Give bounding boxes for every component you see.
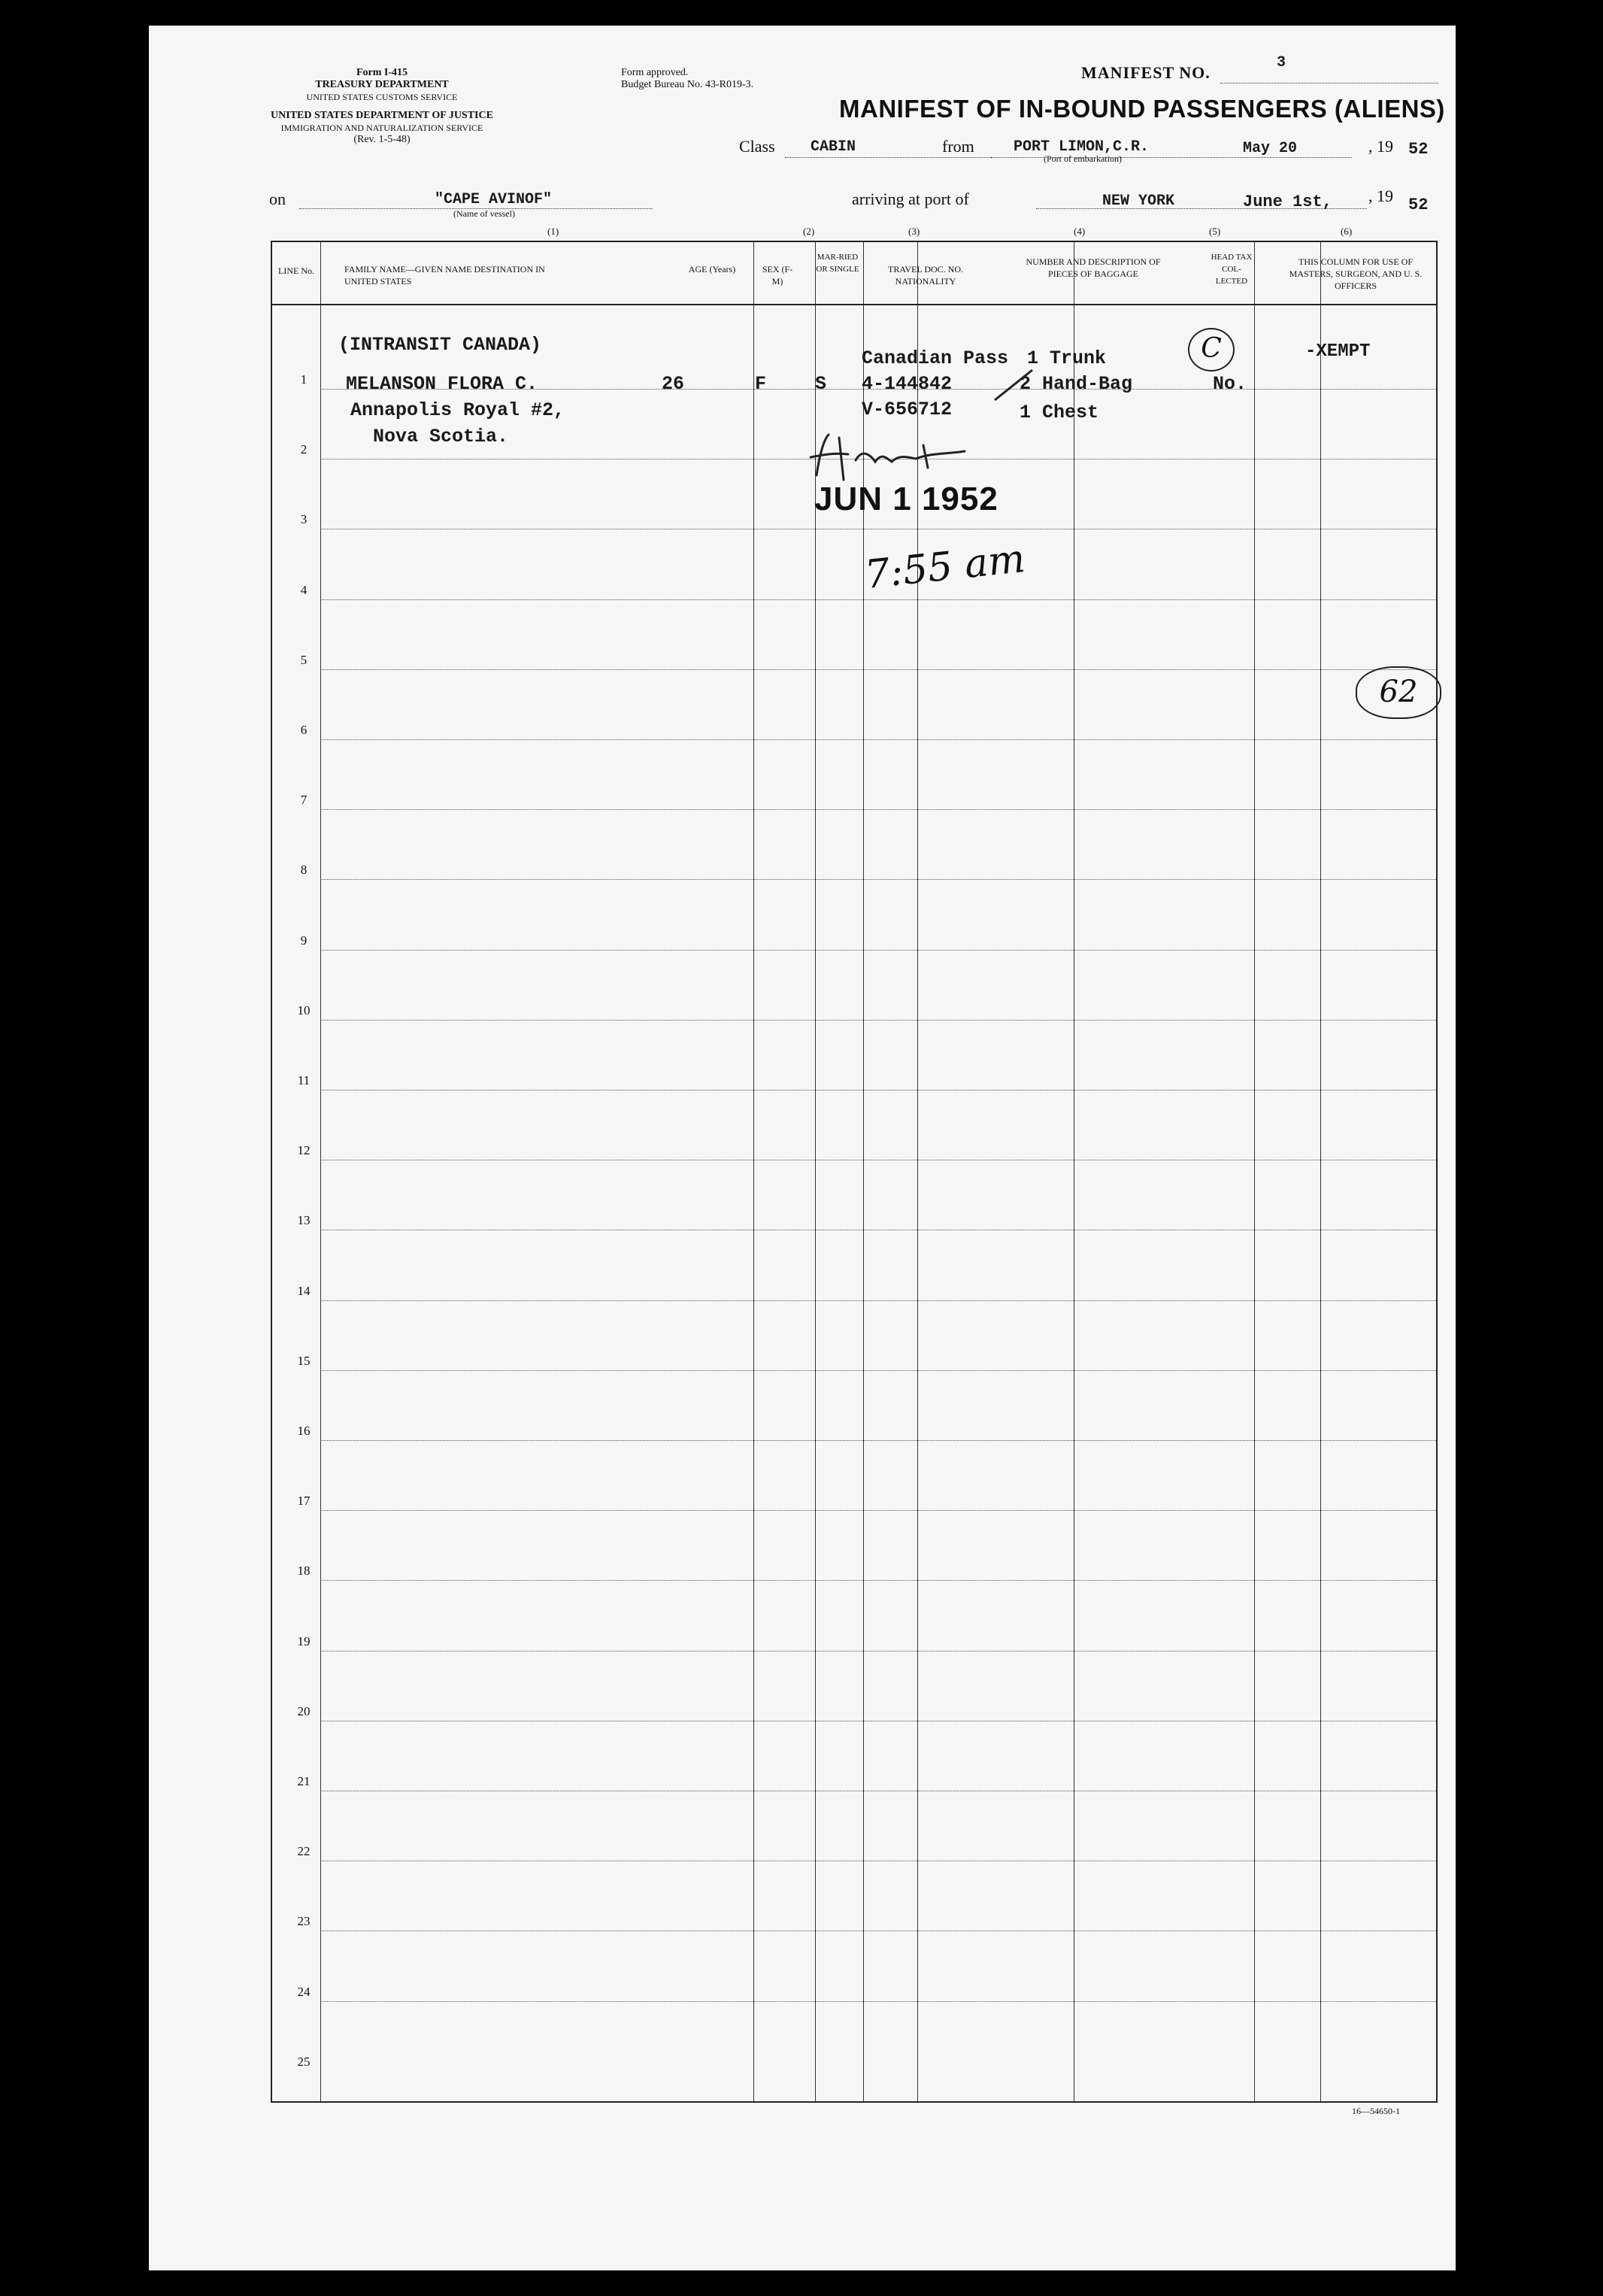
justice-block	[254, 110, 510, 146]
date-stamp: JUN 1 1952	[814, 481, 998, 517]
class-label: Class	[739, 137, 775, 156]
line-number: 2	[300, 442, 308, 456]
column-divider	[815, 242, 816, 2101]
header-travel-doc: TRAVEL DOC. NO. NATIONALITY	[887, 264, 963, 287]
line-number: 17	[297, 1494, 311, 1508]
travel-doc-3: V-656712	[862, 399, 953, 420]
row-divider	[320, 1510, 1436, 1511]
row-divider	[320, 879, 1436, 880]
vessel-value: "CAPE AVINOF"	[435, 191, 553, 208]
arrival-date: June 1st,	[1243, 193, 1332, 211]
column-divider	[1320, 242, 1321, 2101]
manifest-title: MANIFEST OF IN-BOUND PASSENGERS (ALIENS)	[839, 95, 1445, 123]
line-number: 12	[297, 1143, 311, 1157]
line-number: 20	[297, 1704, 311, 1718]
line-number: 19	[297, 1634, 311, 1648]
column-divider	[917, 242, 918, 2101]
line-number: 14	[297, 1284, 311, 1298]
line-number: 3	[300, 512, 308, 526]
column-number: (1)	[547, 226, 559, 237]
ins-label: IMMIGRATION AND NATURALIZATION SERVICE	[280, 123, 483, 133]
row-divider	[320, 809, 1436, 810]
baggage-1: 1 Trunk	[1027, 347, 1107, 369]
column-number: (3)	[908, 226, 920, 237]
departure-year: 52	[1408, 140, 1429, 159]
circled-number: 62	[1356, 666, 1441, 719]
passenger-address-1: Annapolis Royal #2,	[350, 399, 565, 421]
line-number: 24	[297, 1985, 311, 1999]
customs-label: UNITED STATES CUSTOMS SERVICE	[306, 92, 458, 102]
departure-date: May 20	[1243, 140, 1298, 157]
line-number: 13	[297, 1213, 311, 1227]
row-divider	[320, 950, 1436, 951]
header-sex: SEX (F-M)	[762, 264, 793, 287]
justice-label: UNITED STATES DEPARTMENT OF JUSTICE	[271, 110, 493, 121]
signature-scribble	[803, 432, 998, 484]
travel-doc-2: 4-144842	[862, 373, 953, 395]
from-value: PORT LIMON,C.R.	[1014, 138, 1150, 156]
passenger-age: 26	[662, 373, 685, 395]
transit-note: (INTRANSIT CANADA)	[338, 334, 542, 356]
line-number: 21	[297, 1774, 311, 1788]
line-number: 18	[297, 1564, 311, 1578]
treasury-label: TREASURY DEPARTMENT	[315, 79, 449, 90]
officer-note: -XEMPT	[1305, 341, 1371, 362]
head-tax-value: No.	[1213, 373, 1247, 395]
vessel-caption: (Name of vessel)	[453, 208, 515, 219]
column-number: (6)	[1341, 226, 1353, 237]
arriving-label: arriving at port of	[852, 190, 969, 208]
column-divider	[1254, 242, 1255, 2101]
line-number: 22	[297, 1844, 311, 1858]
circled-code: C	[1188, 328, 1235, 372]
line-number: 4	[300, 583, 308, 597]
row-divider	[320, 1580, 1436, 1581]
passenger-marital: S	[815, 373, 827, 395]
line-number: 10	[297, 1003, 311, 1018]
line-number: 8	[300, 863, 308, 877]
line-number: 23	[297, 1914, 311, 1928]
form-number: Form I-415	[356, 67, 408, 78]
manifest-table	[271, 241, 1438, 2103]
row-divider	[320, 2001, 1436, 2002]
header-baggage: NUMBER AND DESCRIPTION OF PIECES OF BAGGAGE	[1026, 256, 1161, 279]
header-officers: THIS COLUMN FOR USE OF MASTERS, SURGEON, AND U. S. OFFICERS	[1289, 256, 1423, 291]
check-mark	[991, 364, 1036, 409]
arrival-year: 52	[1408, 196, 1429, 214]
footer-code: 16—54650-1	[1352, 2106, 1400, 2116]
line-number: 9	[300, 933, 308, 948]
line-number: 16	[297, 1424, 311, 1438]
line-number: 1	[300, 372, 308, 387]
row-divider	[320, 1020, 1436, 1021]
revision-label: (Rev. 1-5-48)	[353, 134, 411, 145]
on-label: on	[269, 190, 286, 208]
row-divider	[320, 1370, 1436, 1371]
passenger-name: MELANSON FLORA C.	[346, 373, 538, 395]
from-line	[991, 157, 1352, 158]
row-divider	[320, 1440, 1436, 1441]
line-number: 25	[297, 2055, 311, 2069]
line-number: 6	[300, 723, 308, 737]
line-number: 15	[297, 1354, 311, 1368]
header-name: FAMILY NAME—GIVEN NAME DESTINATION IN UNITED STATES	[344, 264, 545, 287]
header-age: AGE (Years)	[688, 264, 736, 274]
form-approved: Form approved.	[621, 67, 689, 78]
arrival-year-prefix: , 19	[1368, 187, 1393, 205]
class-value: CABIN	[811, 138, 856, 156]
column-number: (2)	[803, 226, 815, 237]
arrival-time-note: 7:55 am	[862, 535, 1028, 599]
column-divider	[753, 242, 754, 2101]
row-divider	[320, 599, 1436, 600]
manifest-sheet	[149, 26, 1456, 2270]
approval-block	[621, 67, 753, 91]
column-divider	[320, 242, 321, 2101]
row-divider	[320, 739, 1436, 740]
header-head-tax: HEAD TAX COL-LECTED	[1211, 253, 1253, 286]
baggage-3: 1 Chest	[1020, 402, 1099, 423]
manifest-no-value: 3	[1277, 54, 1286, 71]
departure-year-prefix: , 19	[1368, 137, 1393, 156]
row-divider	[320, 669, 1436, 670]
baggage-2: 2 Hand-Bag	[1020, 373, 1133, 395]
manifest-no-label: MANIFEST NO.	[1081, 63, 1211, 82]
line-number: 7	[300, 793, 308, 807]
header-line-no: LINE No.	[278, 265, 314, 276]
column-number: (5)	[1209, 226, 1221, 237]
arrival-port: NEW YORK	[1102, 193, 1175, 210]
line-number: 5	[300, 653, 308, 667]
travel-doc-1: Canadian Pass	[862, 347, 1009, 369]
row-divider	[320, 1300, 1436, 1301]
from-label: from	[942, 137, 974, 156]
passenger-address-2: Nova Scotia.	[373, 426, 509, 447]
line-number: 11	[297, 1073, 311, 1087]
column-number: (4)	[1074, 226, 1086, 237]
header-separator	[272, 304, 1436, 305]
column-divider	[863, 242, 864, 2101]
passenger-sex: F	[755, 373, 767, 395]
agency-block	[269, 67, 495, 103]
port-embarkation-caption: (Port of embarkation)	[1044, 153, 1122, 164]
header-married: MAR-RIED OR SINGLE	[816, 253, 859, 274]
budget-bureau: Budget Bureau No. 43-R019-3.	[621, 79, 754, 90]
